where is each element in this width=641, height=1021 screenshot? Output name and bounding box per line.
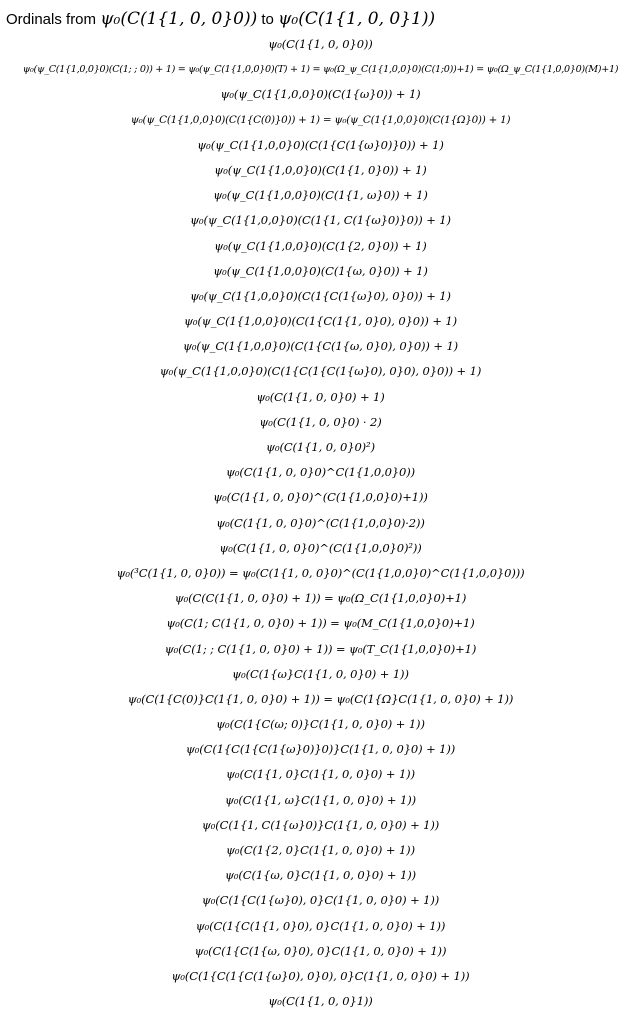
ordinal-line: ψ₀(C(1{1, 0, 0}0)^C(1{1,0,0}0)) [225, 465, 416, 480]
title-start-ordinal: ψ₀(C(1{1, 0, 0}0)) [100, 9, 258, 29]
page-title [6, 4, 435, 34]
title-prefix: Ordinals from [6, 11, 97, 28]
title-middle: to [261, 11, 274, 28]
ordinal-line: ψ₀(C(1{C(0)}C(1{1, 0, 0}0) + 1)) = ψ₀(C(1{Ω}C(1{1, 0, 0}0) + 1)) [127, 691, 514, 706]
ordinal-line: ψ₀(C(1; C(1{1, 0, 0}0) + 1)) = ψ₀(M_C(1{1,0,0}0)+1) [166, 616, 475, 631]
ordinal-line: ψ₀(ψ_C(1{1,0,0}0)(C(1{C(0)}0)) + 1) = ψ₀(ψ_C(1{1,0,0}0)(C(1{Ω}0)) + 1) [130, 113, 511, 126]
ordinal-line: ψ₀(C(1{1, 0, 0}0)^(C(1{1,0,0}0)·2)) [216, 515, 425, 530]
ordinal-list [0, 32, 641, 1014]
ordinal-line: ψ₀(ψ_C(1{1,0,0}0)(C(1{C(1{ω}0)}0)) + 1) [197, 137, 444, 152]
ordinal-line: ψ₀(C(1{ω, 0}C(1{1, 0, 0}0) + 1)) [224, 868, 416, 883]
ordinal-line: ψ₀(C(1{1, 0, 0}0)^(C(1{1,0,0}0)²)) [219, 540, 422, 555]
ordinal-line: ψ₀(C(1{C(ω; 0)}C(1{1, 0, 0}0) + 1)) [216, 717, 425, 732]
ordinal-line: ψ₀(ψ_C(1{1,0,0}0)(C(1{C(1{1, 0}0), 0}0)) + 1) [183, 314, 458, 329]
ordinal-line: ψ₀(C(1{1, 0, 0}0)) [268, 37, 373, 51]
ordinal-line: ψ₀(C(1{C(1{ω}0), 0}C(1{1, 0, 0}0) + 1)) [201, 893, 440, 908]
ordinal-line: ψ₀(³C(1{1, 0, 0}0)) = ψ₀(C(1{1, 0, 0}0)^(C(1{1,0,0}0)^C(1{1,0,0}0))) [116, 565, 525, 580]
ordinal-line: ψ₀(C(1{1, 0, 0}0)²) [266, 440, 375, 454]
ordinal-line: ψ₀(ψ_C(1{1,0,0}0)(C(1{C(1{ω}0), 0}0)) + 1) [190, 288, 451, 303]
ordinal-line: ψ₀(C(1{1, 0, 0}0)^(C(1{1,0,0}0)+1)) [213, 490, 428, 505]
ordinal-line: ψ₀(ψ_C(1{1,0,0}0)(C(1{2, 0}0)) + 1) [214, 238, 427, 253]
ordinal-line: ψ₀(C(1{C(1{C(1{ω}0)}0)}C(1{1, 0, 0}0) + 1)) [185, 742, 456, 757]
title-end-ordinal: ψ₀(C(1{1, 0, 0}1)) [278, 9, 436, 29]
ordinal-line: ψ₀(C(1{1, 0, 0}0) · 2) [259, 414, 382, 429]
ordinal-line: ψ₀(ψ_C(1{1,0,0}0)(C(1{ω, 0}0)) + 1) [213, 263, 428, 278]
ordinal-line: ψ₀(C(1{C(1{C(1{ω}0), 0}0), 0}C(1{1, 0, 0}0) + 1)) [171, 968, 470, 983]
ordinal-line: ψ₀(C(1{1, 0, 0}0) + 1) [256, 389, 385, 404]
ordinal-line: ψ₀(C(1{1, C(1{ω}0)}C(1{1, 0, 0}0) + 1)) [201, 817, 440, 832]
ordinal-line: ψ₀(C(1{ω}C(1{1, 0, 0}0) + 1)) [232, 666, 409, 681]
ordinal-line: ψ₀(ψ_C(1{1,0,0}0)(C(1{C(1{ω, 0}0), 0}0)) + 1) [182, 339, 459, 354]
ordinal-line: ψ₀(C(1{1, 0}C(1{1, 0, 0}0) + 1)) [226, 767, 415, 782]
ordinal-line: ψ₀(ψ_C(1{1,0,0}0)(C(1{1, C(1{ω}0)}0)) + 1) [190, 213, 451, 228]
ordinal-line: ψ₀(C(C(1{1, 0, 0}0) + 1)) = ψ₀(Ω_C(1{1,0,0}0)+1) [174, 591, 467, 606]
ordinal-line: ψ₀(ψ_C(1{1,0,0}0)(C(1{1, ω}0)) + 1) [213, 188, 428, 203]
ordinal-line: ψ₀(C(1{C(1{ω, 0}0), 0}C(1{1, 0, 0}0) + 1)) [194, 943, 447, 958]
ordinal-line: ψ₀(ψ_C(1{1,0,0}0)(C(1{1, 0}0)) + 1) [214, 162, 427, 177]
ordinal-line: ψ₀(C(1{1, ω}C(1{1, 0, 0}0) + 1)) [224, 792, 416, 807]
ordinal-line: ψ₀(C(1; ; C(1{1, 0, 0}0) + 1)) = ψ₀(T_C(1{1,0,0}0)+1) [164, 641, 477, 656]
ordinal-line: ψ₀(ψ_C(1{1,0,0}0)(C(1{ω}0)) + 1) [220, 87, 421, 102]
ordinal-line: ψ₀(C(1{1, 0, 0}1)) [268, 994, 373, 1009]
ordinal-line: ψ₀(ψ_C(1{1,0,0}0)(C(1{C(1{C(1{ω}0), 0}0), 0}0)) + 1) [159, 364, 482, 379]
ordinal-line: ψ₀(ψ_C(1{1,0,0}0)(C(1; ; 0)) + 1) = ψ₀(ψ_C(1{1,0,0}0)(T) + 1) = ψ₀(Ω_ψ_C(1{1,0,0}0)(C(1;0))+1) = ψ₀(Ω_ψ_C(1{1,0,0}0)(M)+1) [22, 64, 619, 76]
ordinal-line: ψ₀(C(1{C(1{1, 0}0), 0}C(1{1, 0, 0}0) + 1)) [195, 918, 446, 933]
ordinal-line: ψ₀(C(1{2, 0}C(1{1, 0, 0}0) + 1)) [226, 843, 415, 857]
